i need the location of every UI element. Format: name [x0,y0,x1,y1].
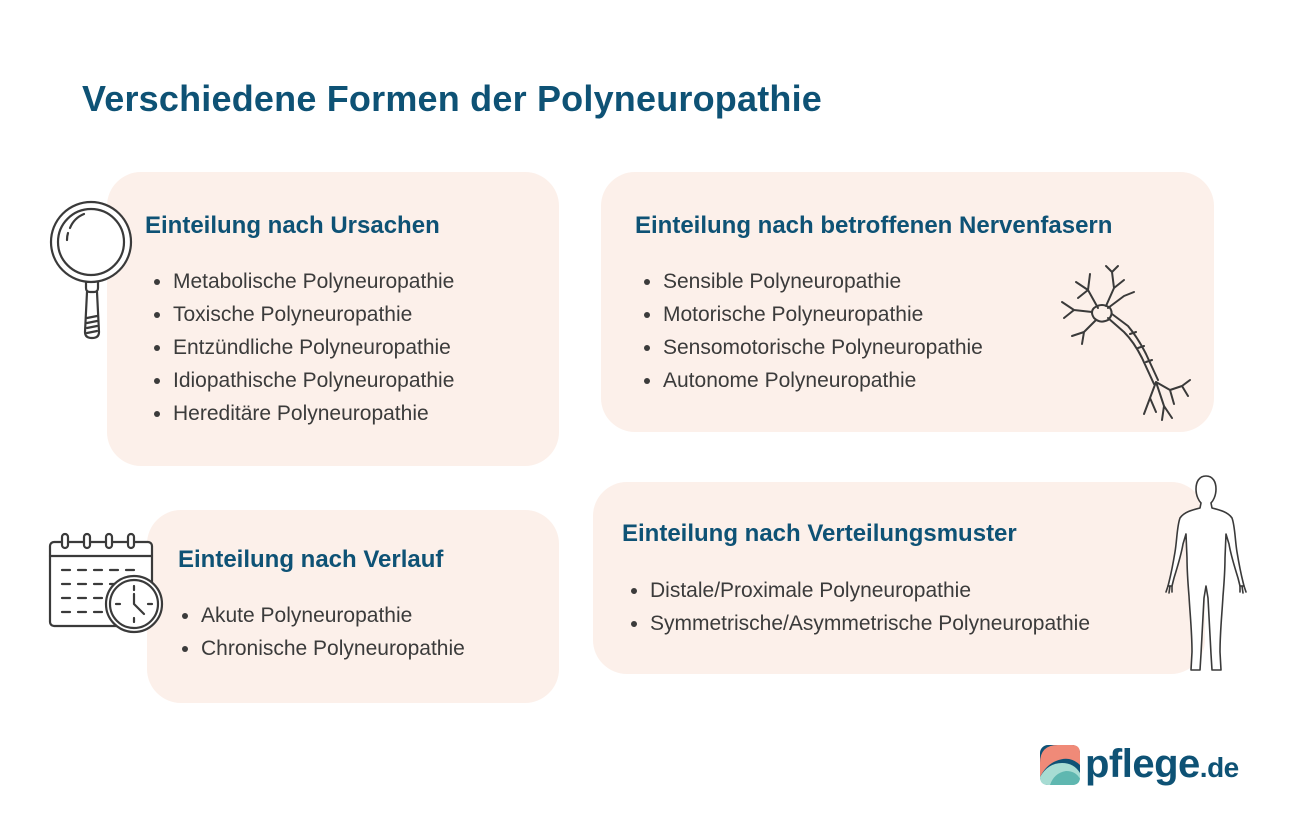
list-item: • Toxische Polyneuropathie [173,298,454,331]
calendar-clock-icon [48,530,166,636]
card-verlauf [147,510,559,703]
list-item: • Symmetrische/Asymmetrische Polyneuropathie [650,607,1090,640]
list-item: • Entzündliche Polyneuropathie [173,331,454,364]
distribution-list [622,574,1090,640]
card-verteilung [593,482,1205,674]
card-heading: Einteilung nach Verteilungsmuster [622,520,1017,547]
logo-tld: .de [1199,752,1239,783]
nerve-fiber-list [635,265,983,397]
list-item: • Akute Polyneuropathie [201,599,465,632]
list-item: • Autonome Polyneuropathie [663,364,983,397]
list-item: • Sensible Polyneuropathie [663,265,983,298]
list-item: • Chronische Polyneuropathie [201,632,465,665]
card-heading: Einteilung nach Verlauf [178,546,444,573]
neuron-icon [1058,262,1194,426]
human-body-icon [1164,474,1248,678]
list-item: • Distale/Proximale Polyneuropathie [650,574,1090,607]
course-list [173,599,465,665]
card-heading: Einteilung nach betroffenen Nervenfasern [635,212,1113,239]
list-item: • Sensomotorische Polyneuropathie [663,331,983,364]
logo-mark-icon [1040,745,1080,785]
list-item: • Metabolische Polyneuropathie [173,265,454,298]
magnifier-icon [48,196,138,344]
list-item: • Hereditäre Polyneuropathie [173,397,454,430]
list-item: • Motorische Polyneuropathie [663,298,983,331]
page-title: Verschiedene Formen der Polyneuropathie [82,78,823,119]
list-item: • Idiopathische Polyneuropathie [173,364,454,397]
cause-list [145,265,454,430]
logo-wordmark[interactable] [1085,742,1239,787]
logo-name: pflege [1085,742,1200,786]
card-heading: Einteilung nach Ursachen [145,212,440,239]
card-ursachen [107,172,559,466]
